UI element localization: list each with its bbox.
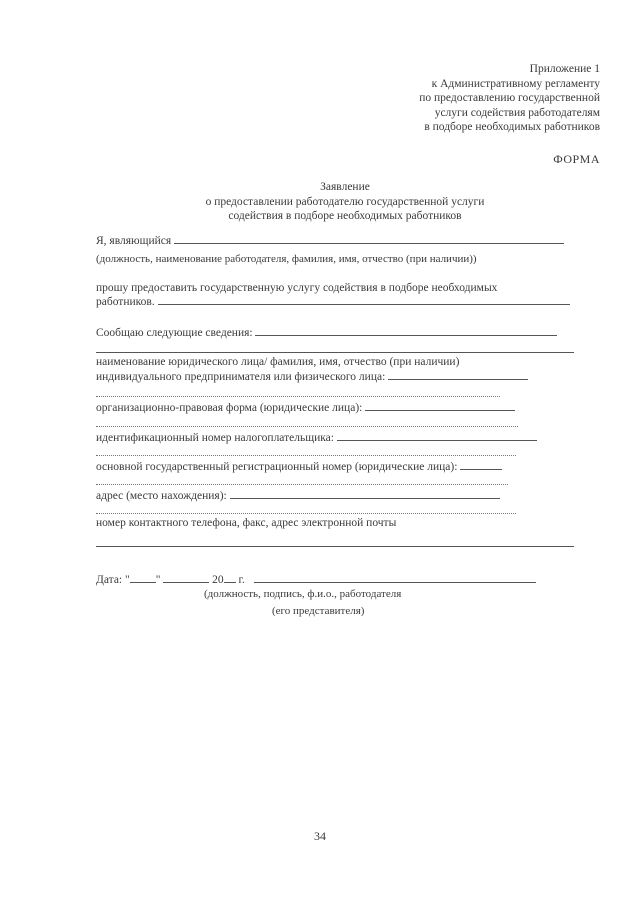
applicant-label: Я, являющийся	[96, 235, 172, 247]
inn-row	[96, 429, 537, 445]
info-label: Сообщаю следующие сведения:	[96, 327, 253, 339]
contacts-field[interactable]	[96, 546, 574, 547]
name-line-2	[96, 368, 528, 384]
appendix-line-4: услуги содействия работодателям	[434, 106, 600, 119]
ogrn-label: основной государственный регистрационный номер (юридические лица):	[96, 461, 458, 473]
applicant-hint: (должность, наименование работодателя, фамилия, имя, отчество (при наличии))	[96, 253, 477, 265]
name-field[interactable]	[388, 368, 528, 380]
request-line-2-text: работников.	[96, 296, 155, 308]
page-number: 34	[314, 829, 326, 843]
address-row	[96, 487, 500, 503]
date-year-field[interactable]	[224, 571, 236, 583]
legal-form-row	[96, 399, 515, 415]
info-row	[96, 324, 557, 340]
date-row	[96, 571, 536, 587]
inn-field[interactable]	[337, 429, 537, 441]
date-year-suffix: г.	[238, 574, 245, 586]
date-month-field[interactable]	[163, 571, 209, 583]
title-line-1: Заявление	[320, 181, 370, 193]
date-day-field[interactable]	[130, 571, 156, 583]
request-line-1: прошу предоставить государственную услугу содействия в подборе необходимых	[96, 282, 498, 294]
appendix-line-5: в подборе необходимых работников	[424, 121, 600, 133]
inn-field-line-2[interactable]	[96, 455, 516, 456]
signature-hint-1: (должность, подпись, ф.и.о., работодателя	[204, 588, 402, 600]
contacts-label: номер контактного телефона, факс, адрес электронной почты	[96, 517, 397, 529]
address-field-line-2[interactable]	[96, 513, 516, 514]
legal-form-label: организационно-правовая форма (юридические лица):	[96, 402, 363, 414]
info-field[interactable]	[255, 324, 557, 336]
info-field-line-2[interactable]	[96, 352, 574, 353]
address-field[interactable]	[230, 487, 500, 499]
name-line-2-text: индивидуального предпринимателя или физического лица:	[96, 371, 386, 383]
legal-form-field-line-2[interactable]	[96, 426, 518, 427]
date-label: Дата: "	[96, 574, 130, 586]
date-year-prefix: 20	[212, 574, 224, 586]
form-label: ФОРМА	[553, 152, 600, 166]
address-label: адрес (место нахождения):	[96, 490, 227, 502]
signature-field[interactable]	[254, 571, 536, 583]
appendix-header	[320, 62, 600, 135]
legal-form-field[interactable]	[365, 399, 515, 411]
signature-hint-2: (его представителя)	[272, 605, 365, 617]
name-field-line-2[interactable]	[96, 396, 500, 397]
ogrn-field-line-2[interactable]	[96, 484, 508, 485]
applicant-row	[96, 232, 564, 248]
ogrn-row	[96, 458, 502, 474]
request-line-2	[96, 293, 570, 309]
request-field[interactable]	[158, 293, 570, 305]
name-line-1: наименование юридического лица/ фамилия, имя, отчество (при наличии)	[96, 356, 460, 368]
applicant-field[interactable]	[174, 232, 564, 244]
title-line-2: о предоставлении работодателю государственной услуги	[205, 195, 485, 208]
title-line-3: содействия в подборе необходимых работников	[228, 210, 462, 222]
appendix-line-3: по предоставлению государственной	[419, 92, 600, 104]
date-quote-close: "	[155, 574, 161, 586]
appendix-line-2: к Административному регламенту	[431, 77, 600, 90]
appendix-line-1: Приложение 1	[529, 63, 600, 75]
inn-label: идентификационный номер налогоплательщика:	[96, 432, 334, 444]
ogrn-field[interactable]	[460, 458, 502, 470]
document-title	[150, 180, 540, 224]
